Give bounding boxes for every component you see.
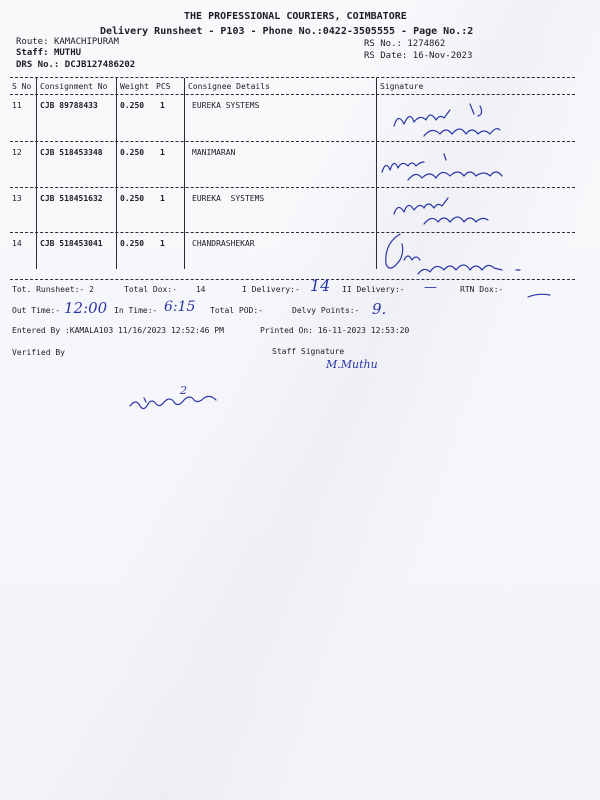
table-row-consignee: EUREKA SYSTEMS [192,101,260,110]
col-header-weight: Weight [120,82,149,91]
in-time-handwritten: 6:15 [164,299,196,315]
in-time-label: In Time:- [114,306,158,315]
table-row-weight: 0.250 [120,101,145,110]
ii-delivery-handwritten: — [424,280,437,295]
table-row-consignee: CHANDRASHEKAR [192,239,255,248]
rs-date-line [364,51,472,61]
col-divider [116,78,117,269]
staff-value: MUTHU [53,48,82,58]
delvy-points-label: Delvy Points:- [292,306,360,315]
signature-scribble [378,146,568,190]
col-divider [376,78,377,269]
i-delivery-label: I Delivery:- [242,285,300,294]
col-header-pcs: PCS [156,82,171,91]
col-divider [184,78,185,269]
rs-no-label: RS No.: [364,39,402,49]
verified-scribble [126,394,238,416]
table-row-sno: 13 [12,194,22,203]
table-row-consignment: CJB 518451632 [40,194,103,203]
table-row-consignment: CJB 518453348 [40,148,103,157]
signature-scribble [388,186,538,230]
table-top-border [10,77,575,78]
signature-scribble [384,96,564,144]
printed-on: Printed On: 16-11-2023 12:53:20 [260,326,410,335]
row-separator [10,232,575,233]
table-row-pcs: 1 [160,239,165,248]
table-row-weight: 0.250 [120,148,145,157]
table-row-consignment: CJB 518453041 [40,239,103,248]
staff-signature-label: Staff Signature [272,347,345,356]
table-row-weight: 0.250 [120,239,145,248]
table-row-pcs: 1 [160,101,165,110]
table-row-sno: 14 [12,239,22,248]
rs-no-value: 1274862 [407,39,446,49]
rs-no-line [364,39,445,49]
tot-runsheet-label: Tot. Runsheet:- [12,285,85,294]
table-row-sno: 11 [12,101,22,110]
table-row-sno: 12 [12,148,22,157]
rs-date-value: 16-Nov-2023 [412,51,473,61]
total-dox [124,285,205,294]
drs-line [16,60,135,70]
tot-runsheet-value: 2 [89,285,94,294]
col-header-consignee: Consignee Details [188,82,270,91]
rtn-dash-mark [526,292,552,300]
rtn-dox-label: RTN Dox:- [460,285,504,294]
delvy-points-handwritten: 9. [372,300,387,318]
staff-line [16,48,81,58]
table-row-weight: 0.250 [120,194,145,203]
ii-delivery-label: II Delivery:- [342,285,405,294]
col-header-sno: S No [12,82,32,91]
company-name: THE PROFESSIONAL COURIERS, COIMBATORE [184,11,407,22]
table-row-consignment: CJB 89788433 [40,101,98,110]
table-bottom-border [10,279,575,280]
route-line [16,37,119,47]
col-header-signature: Signature [380,82,424,91]
row-separator [10,141,575,142]
total-dox-label: Total Dox:- [124,285,177,294]
table-row-pcs: 1 [160,148,165,157]
drs-label: DRS No.: [16,60,60,70]
col-divider [36,78,37,269]
entered-by: Entered By :KAMALA103 11/16/2023 12:52:46 PM [12,326,224,335]
route-label: Route: [16,37,49,47]
table-row-pcs: 1 [160,194,165,203]
rs-date-label: RS Date: [364,51,408,61]
runsheet-subtitle: Delivery Runsheet - P103 - Phone No.:0422-3505555 - Page No.:2 [100,26,474,37]
table-header-border [10,94,575,95]
table-row-consignee: EUREKA SYSTEMS [192,194,265,203]
drs-value: DCJB127486202 [64,60,136,70]
signature-scribble [378,230,538,280]
i-delivery-handwritten: 14 [310,276,331,295]
total-dox-value: 14 [195,285,206,294]
staff-signature-handwritten: M.Muthu [326,358,378,371]
row-separator [10,187,575,188]
out-time-label: Out Time:- [12,306,61,315]
out-time-handwritten: 12:00 [64,299,108,317]
staff-label: Staff: [16,48,49,58]
verified-by-label: Verified By [12,348,65,357]
total-pod-label: Total POD:- [210,306,263,315]
table-row-consignee: MANIMARAN [192,148,236,157]
tot-runsheet [12,285,94,294]
col-header-consignment: Consignment No [40,82,108,91]
verified-number-handwritten: 2 [180,384,187,397]
route-value: KAMACHIPURAM [53,37,119,47]
